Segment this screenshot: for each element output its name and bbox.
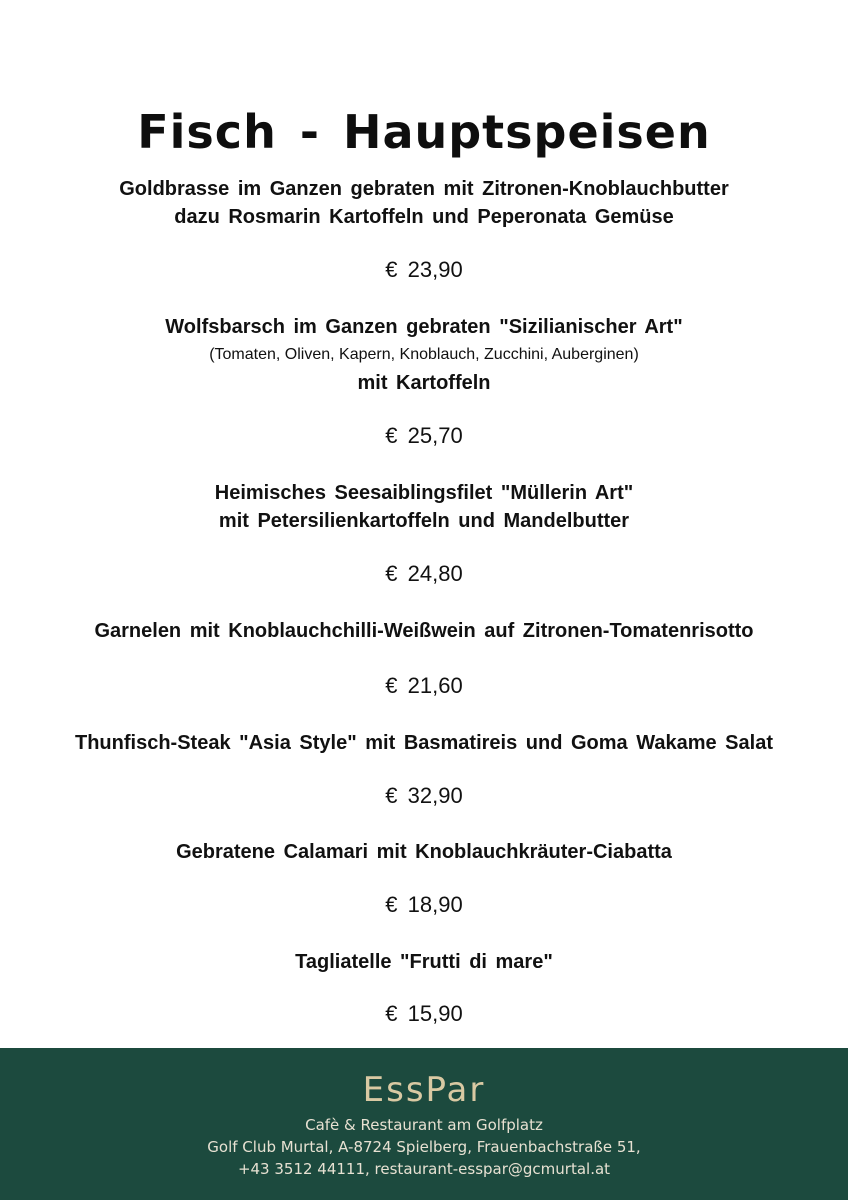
page-title: Fisch - Hauptspeisen xyxy=(137,104,711,159)
dish-name: Tagliatelle "Frutti di mare" xyxy=(295,951,553,973)
restaurant-contact: +43 3512 44111, restaurant-esspar@gcmurtal.at xyxy=(237,1160,611,1178)
dish-price: € 15,90 xyxy=(385,1001,463,1026)
dish-name: Gebratene Calamari mit Knoblauchkräuter-Ciabatta xyxy=(176,841,672,863)
dish-name: Wolfsbarsch im Ganzen gebraten "Sizilianischer Art" xyxy=(165,316,683,338)
restaurant-tagline: Cafè & Restaurant am Golfplatz xyxy=(305,1116,543,1134)
dish-price: € 24,80 xyxy=(385,561,463,586)
dish-price: € 23,90 xyxy=(385,257,463,282)
dish-name: Garnelen mit Knoblauchchilli-Weißwein auf Zitronen-Tomatenrisotto xyxy=(94,620,754,642)
dish-name: Heimisches Seesaiblingsfilet "Müllerin Art" xyxy=(214,482,634,504)
dish-name-continued: mit Petersilienkartoffeln und Mandelbutter xyxy=(218,510,630,532)
restaurant-logo-text: EssPar xyxy=(362,1070,486,1110)
dish-name: Thunfisch-Steak "Asia Style" mit Basmatireis und Goma Wakame Salat xyxy=(75,732,773,754)
dish-price: € 21,60 xyxy=(385,673,463,698)
restaurant-address: Golf Club Murtal, A-8724 Spielberg, Frauenbachstraße 51, xyxy=(207,1138,641,1156)
dish-name-continued: dazu Rosmarin Kartoffeln und Peperonata Gemüse xyxy=(174,206,674,228)
restaurant-footer xyxy=(0,1048,848,1200)
dish-price: € 25,70 xyxy=(385,423,463,448)
dish-price: € 18,90 xyxy=(385,892,463,917)
dish-ingredients-note: (Tomaten, Oliven, Kapern, Knoblauch, Zucchini, Auberginen) xyxy=(209,346,639,363)
dish-name: Goldbrasse im Ganzen gebraten mit Zitronen-Knoblauchbutter xyxy=(119,178,729,200)
dish-name-continued: mit Kartoffeln xyxy=(357,372,491,394)
dish-price: € 32,90 xyxy=(385,783,463,808)
